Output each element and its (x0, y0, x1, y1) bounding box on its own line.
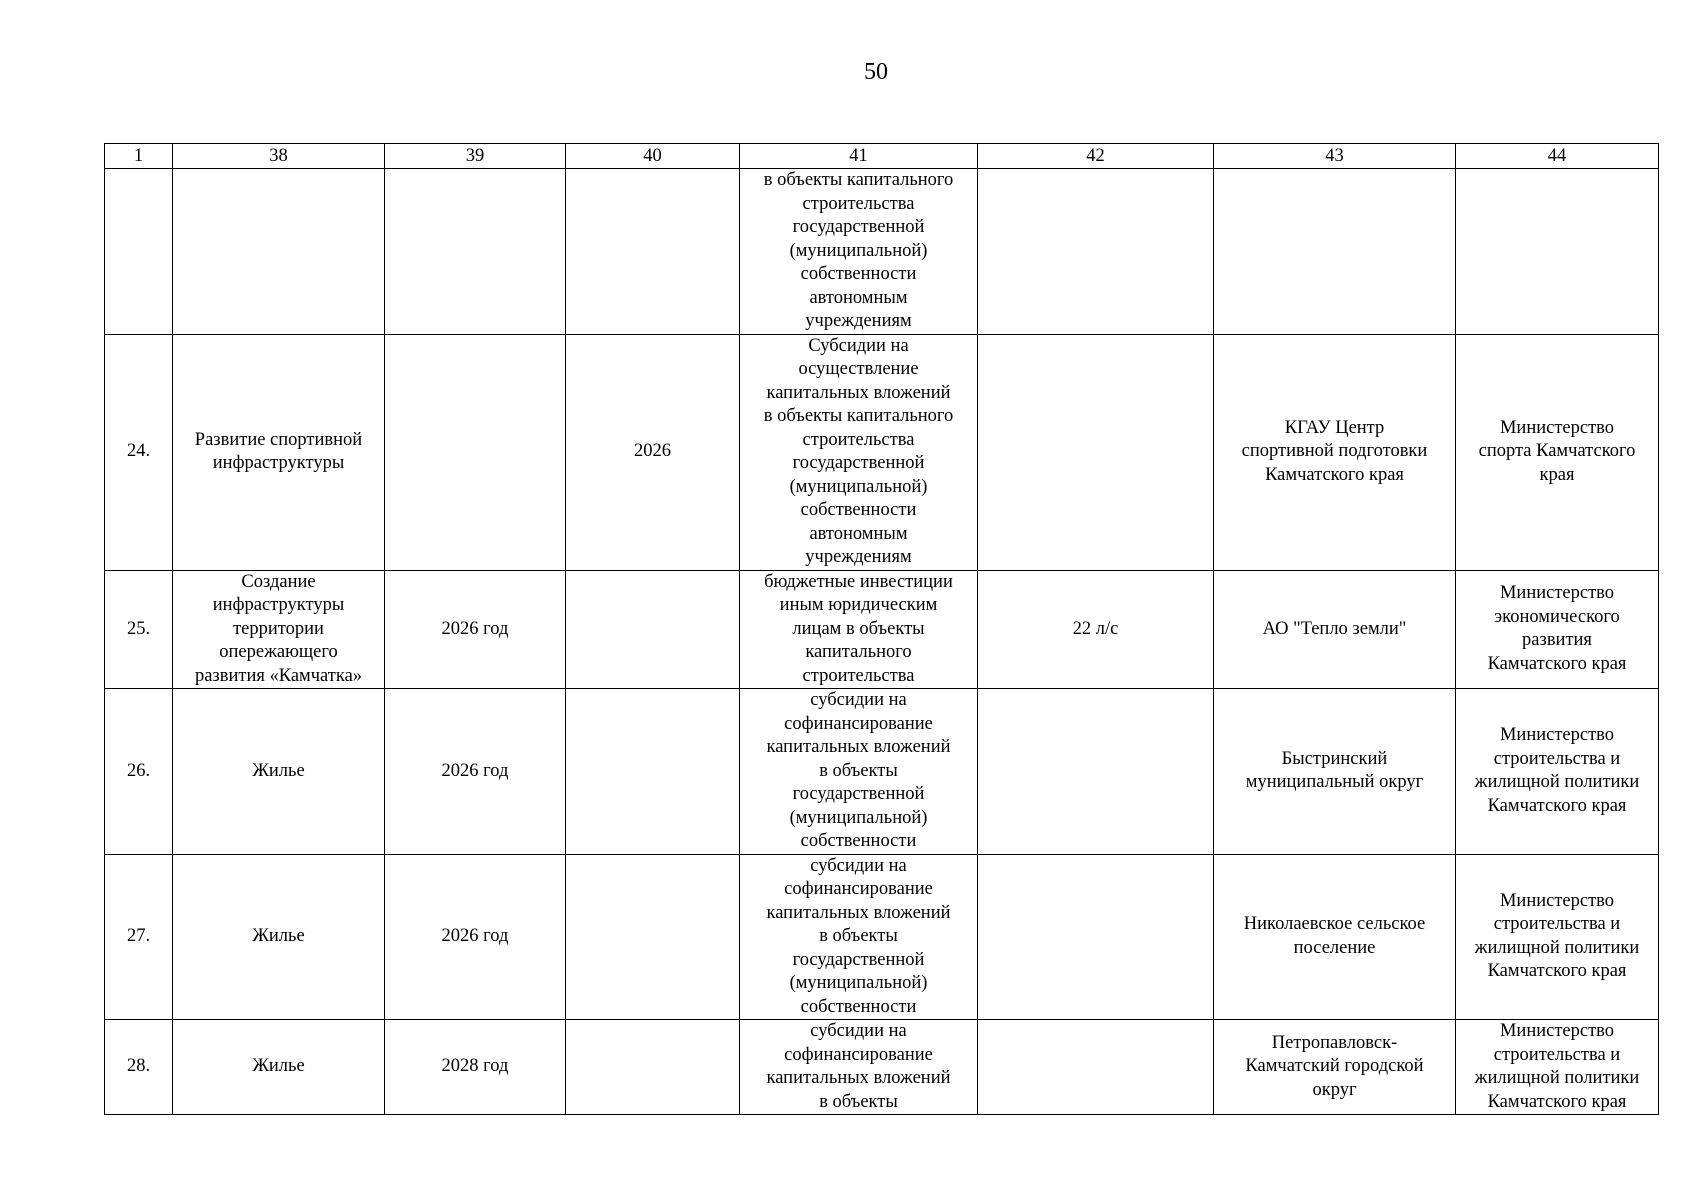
table-row (105, 334, 1659, 570)
start-year-cell (566, 854, 740, 1020)
recipient-cell: Быстринский муниципальный округ (1214, 689, 1456, 855)
header-cell-38: 38 (173, 144, 385, 169)
funding-form-cell: субсидии на софинансирование капитальных вложений в объекты (740, 1020, 978, 1115)
account-cell (978, 334, 1214, 570)
start-year-cell (566, 570, 740, 689)
header-cell-1: 1 (105, 144, 173, 169)
year-cell: 2028 год (385, 1020, 566, 1115)
start-year-cell (566, 1020, 740, 1115)
year-cell (385, 169, 566, 335)
account-cell (978, 169, 1214, 335)
account-cell (978, 689, 1214, 855)
header-cell-43: 43 (1214, 144, 1456, 169)
account-cell (978, 1020, 1214, 1115)
table-row (105, 689, 1659, 855)
recipient-cell: КГАУ Центр спортивной подготовки Камчатского края (1214, 334, 1456, 570)
year-cell (385, 334, 566, 570)
account-cell: 22 л/с (978, 570, 1214, 689)
recipient-cell: АО "Тепло земли" (1214, 570, 1456, 689)
funding-form-cell: Субсидии на осуществление капитальных вложений в объекты капитального строительства государственной (муниципальной) собственности автономным учреждениям (740, 334, 978, 570)
object-name-cell: Жилье (173, 689, 385, 855)
object-name-cell: Жилье (173, 1020, 385, 1115)
object-name-cell: Развитие спортивной инфраструктуры (173, 334, 385, 570)
table-row (105, 570, 1659, 689)
table-row (105, 169, 1659, 335)
account-cell (978, 854, 1214, 1020)
ministry-cell: Министерство строительства и жилищной политики Камчатского края (1456, 854, 1659, 1020)
funding-form-cell: в объекты капитального строительства государственной (муниципальной) собственности автономным учреждениям (740, 169, 978, 335)
row-number-cell: 24. (105, 334, 173, 570)
funding-form-cell: субсидии на софинансирование капитальных вложений в объекты государственной (муниципальной) собственности (740, 854, 978, 1020)
header-cell-44: 44 (1456, 144, 1659, 169)
ministry-cell: Министерство спорта Камчатского края (1456, 334, 1659, 570)
table-row (105, 1020, 1659, 1115)
recipient-cell: Николаевское сельское поселение (1214, 854, 1456, 1020)
table-header-row (105, 144, 1659, 169)
year-cell: 2026 год (385, 689, 566, 855)
year-cell: 2026 год (385, 570, 566, 689)
funding-form-cell: субсидии на софинансирование капитальных вложений в объекты государственной (муниципальной) собственности (740, 689, 978, 855)
header-cell-40: 40 (566, 144, 740, 169)
header-cell-42: 42 (978, 144, 1214, 169)
ministry-cell: Министерство экономического развития Камчатского края (1456, 570, 1659, 689)
funding-form-cell: бюджетные инвестиции иным юридическим лицам в объекты капитального строительства (740, 570, 978, 689)
row-number-cell (105, 169, 173, 335)
row-number-cell: 25. (105, 570, 173, 689)
row-number-cell: 28. (105, 1020, 173, 1115)
table-row (105, 854, 1659, 1020)
ministry-cell: Министерство строительства и жилищной политики Камчатского края (1456, 1020, 1659, 1115)
object-name-cell: Жилье (173, 854, 385, 1020)
ministry-cell (1456, 169, 1659, 335)
page-number: 50 (864, 59, 888, 85)
start-year-cell (566, 689, 740, 855)
start-year-cell (566, 169, 740, 335)
object-name-cell (173, 169, 385, 335)
start-year-cell: 2026 (566, 334, 740, 570)
year-cell: 2026 год (385, 854, 566, 1020)
recipient-cell: Петропавловск- Камчатский городской округ (1214, 1020, 1456, 1115)
header-cell-41: 41 (740, 144, 978, 169)
header-cell-39: 39 (385, 144, 566, 169)
document-table (104, 143, 1659, 1115)
row-number-cell: 26. (105, 689, 173, 855)
object-name-cell: Создание инфраструктуры территории опережающего развития «Камчатка» (173, 570, 385, 689)
row-number-cell: 27. (105, 854, 173, 1020)
recipient-cell (1214, 169, 1456, 335)
ministry-cell: Министерство строительства и жилищной политики Камчатского края (1456, 689, 1659, 855)
